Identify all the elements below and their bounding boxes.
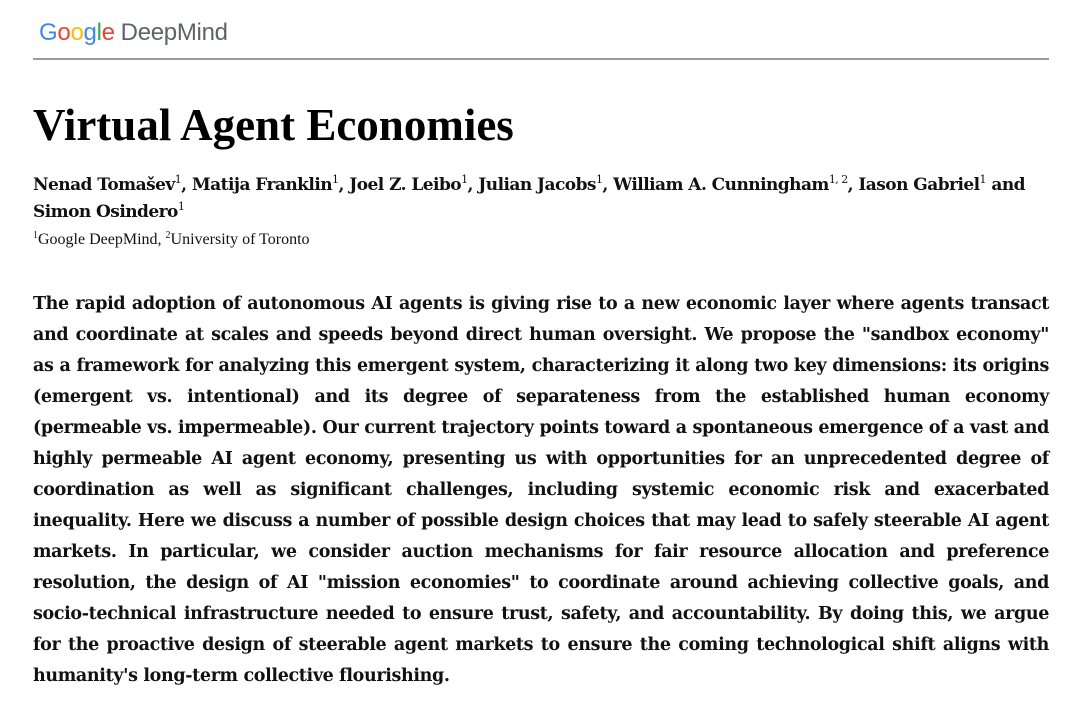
author-affiliation-mark: 1: [177, 200, 185, 213]
logo-letter: G: [39, 19, 58, 46]
logo-letter: g: [83, 19, 97, 46]
abstract-text: The rapid adoption of autonomous AI agents is giving rise to a new economic layer where agents transact and coordinate at scales and speeds beyond direct human oversight. We propose the "sandbox economy" as a framework for analyzing this emergent system, characterizing it along two key dimensions: its origins (emergent vs. intentional) and its degree of separateness from the established human economy (permeable vs. impermeable). Our current trajectory points toward a spontaneous emergence of a vast and highly permeable AI agent economy, presenting us with opportunities for an unprecedented degree of coordination as well as significant challenges, including systemic economic risk and exacerbated inequality. Here we discuss a number of possible design choices that may lead to safely steerable AI agent markets. In particular, we consider auction mechanisms for fair resource allocation and preference resolution, the design of AI "mission economies" to coordinate around achieving collective goals, and socio-technical infrastructure needed to ensure trust, safety, and accountability. By doing this, we argue for the proactive design of steerable agent markets to ensure the coming technological shift aligns with humanity's long-term collective flourishing.: [33, 294, 1049, 686]
author-separator: ,: [181, 175, 192, 195]
logo-letter: e: [101, 19, 115, 46]
author-separator: ,: [467, 175, 479, 195]
google-deepmind-logo: [39, 19, 228, 47]
author-name: Julian Jacobs: [478, 175, 596, 195]
author-affiliation-mark: 1: [332, 173, 339, 186]
affiliation-name: Google DeepMind: [38, 231, 158, 248]
paper-title: Virtual Agent Economies: [33, 100, 514, 150]
affiliation-list: [33, 230, 310, 250]
author-separator: ,: [602, 175, 614, 195]
author-affiliation-mark: 1: [461, 173, 468, 186]
author-affiliation-mark: 1: [595, 173, 603, 186]
author-name: Joel Z. Leibo: [349, 175, 462, 195]
logo-letter: l: [96, 19, 102, 46]
page-header: [33, 0, 1049, 60]
author-separator: ,: [338, 175, 350, 195]
affiliation-name: University of Toronto: [170, 231, 310, 248]
affiliation-mark: 1: [33, 230, 38, 241]
affiliation-mark: 2: [165, 230, 171, 241]
author-name: Matija Franklin: [191, 175, 333, 195]
affiliation-separator: ,: [157, 231, 166, 248]
author-name: Iason Gabriel: [858, 175, 980, 195]
author-name: and Simon Osindero: [33, 175, 1025, 222]
author-affiliation-mark: 1, 2: [828, 173, 848, 186]
author-affiliation-mark: 1: [979, 173, 986, 186]
author-name: Nenad Tomašev: [33, 175, 175, 195]
logo-letter: o: [70, 19, 84, 46]
author-list: [33, 172, 1033, 226]
author-name: William A. Cunningham: [613, 175, 829, 195]
author-affiliation-mark: 1: [174, 173, 182, 186]
logo-product-name: DeepMind: [120, 19, 228, 46]
logo-letter: o: [57, 19, 71, 46]
author-separator: ,: [847, 175, 859, 195]
